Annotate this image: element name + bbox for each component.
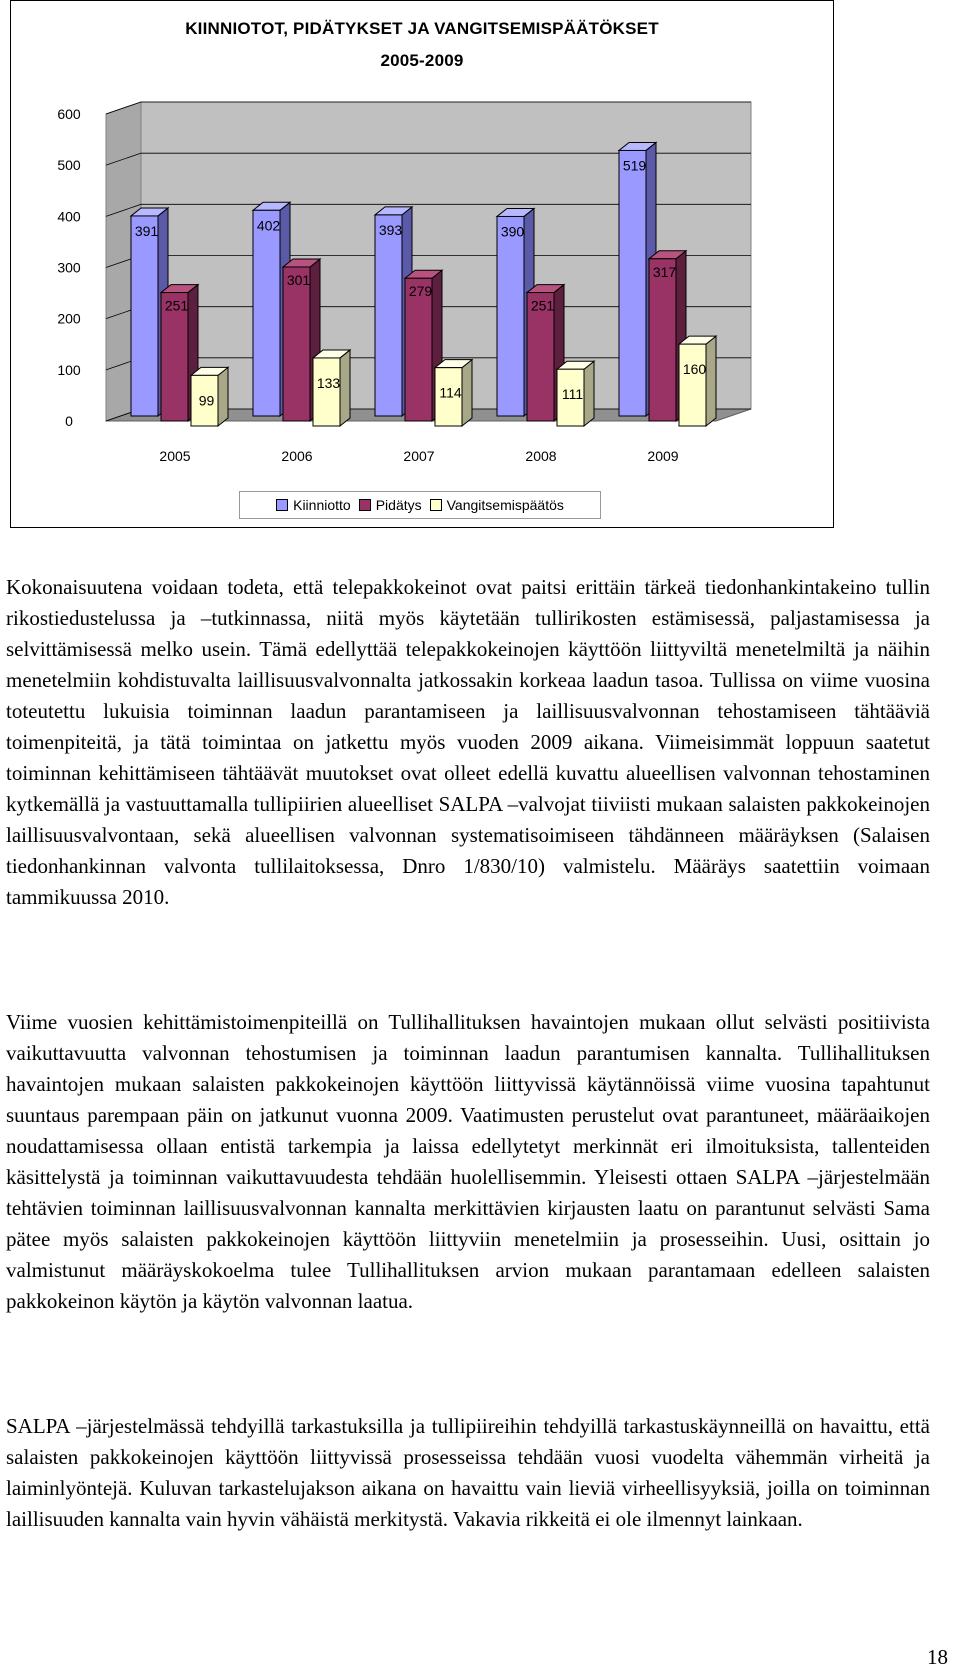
bar-side: [218, 367, 228, 426]
paragraph-1: Kokonaisuutena voidaan todeta, että telepakkokeinot ovat paitsi erittäin tärkeä tiedonhankintakeino tullin rikostiedustelussa ja –tutkinnassa, niitä myös käytetään tullirikosten estämisessä, paljastamisessa ja selvittämisessä melko usein. Tämä edellyttää telepakkokeinojen käyttöön liittyviltä menetelmiltä ja näihin menetelmiin kohdistuvalta laillisuusvalvonnalta jatkossakin korkeaa laadun tasoa. Tullissa on viime vuosina toteutettu lukuisia toiminnan laadun parantamiseen ja laillisuusvalvonnan tehostamiseen tähtääviä toimenpiteitä, ja tätä toimintaa on jatkettu myös vuoden 2009 aikana. Viimeisimmät loppuun saatetut toiminnan kehittämiseen tähtäävät muutokset ovat olleet edellä kuvattu alueellisen valvonnan tehostaminen kytkemällä ja vastuuttamalla tullipiirien alueelliset SALPA –valvojat tiiviisti mukaan salaisten pakkokeinojen laillisuusvalvontaan, sekä alueellisen valvonnan systematisoimiseen tähdänneen määräyksen (Salaisen tiedonhankinnan valvonta tullilaitoksessa, Dnro 1/830/10) valmistelu. Määräys saatettiin voimaan tammikuussa 2010.: [6, 575, 930, 909]
legend-swatch-kiinniotto: [276, 499, 288, 511]
bar: [253, 210, 280, 416]
y-tick-label: 300: [57, 259, 81, 276]
chart-title: KIINNIOTOT, PIDÄTYKSET JA VANGITSEMISPÄÄTÖKSET: [185, 19, 659, 38]
chart-container: [10, 0, 834, 528]
bar: [497, 216, 524, 416]
x-tick-label: 2006: [281, 448, 313, 464]
data-label: 111: [561, 386, 584, 403]
bar: [283, 267, 310, 421]
bar: [375, 215, 402, 416]
y-tick-label: 400: [57, 208, 81, 225]
bar: [313, 358, 340, 426]
bar: [679, 344, 706, 426]
data-label: 251: [530, 297, 555, 314]
bar-chart: [11, 1, 835, 491]
data-label: 519: [622, 157, 647, 174]
legend-item-kiinniotto: [276, 497, 351, 513]
legend-label-pidatys: Pidätys: [375, 497, 422, 513]
y-tick-label: 100: [57, 361, 81, 378]
bar-side: [584, 361, 594, 426]
paragraph-3: SALPA –järjestelmässä tehdyillä tarkastuksilla ja tullipiireihin tehdyillä tarkastuskäynneillä on havaittu, että salaisten pakkokeinojen käyttöön liittyvissä prosesseissa tehdään vuosi vuodelta vähemmän virheitä ja laiminlyöntejä. Kuluvan tarkastelujakson aikana on havaittu vain lieviä virheellisyyksiä, joilla on toiminnan laillisuuden kannalta vain hyvin vähäistä merkitystä. Vakavia rikkeitä ei ole ilmennyt lainkaan.: [6, 1414, 930, 1531]
bar: [131, 216, 158, 416]
bar-side: [462, 360, 472, 426]
page-number: 18: [927, 1645, 948, 1669]
data-label: 133: [316, 374, 341, 391]
paragraph-2: Viime vuosien kehittämistoimenpiteillä on Tullihallituksen havaintojen mukaan ollut selvästi positiivista vaikuttavuutta valvonnan tehostumisen ja toiminnan laadun parantumisen kannalta. Tullihallituksen havaintojen mukaan salaisten pakkokeinojen käyttöön liittyvissä käytännöissä viime vuosina tapahtunut suuntaus parempaan päin on jatkunut vuonna 2009. Vaatimusten perustelut ovat parantuneet, määräaikojen noudattamisessa ollaan entistä tarkempia ja laissa edellytetyt merkinnät eri ilmoituksista, tallenteiden käsittelystä ja toiminnan vaikuttavuudesta tehdään huolellisemmin. Yleisesti ottaen SALPA –järjestelmään tehtävien toiminnan laillisuusvalvonnan kannalta merkittävien kirjausten laatu on parantunut selvästi Sama pätee myös salaisten pakkokeinojen käyttöön liittyviin menetelmiin ja prosesseihin. Uusi, osittain jo valmistunut määräyskokoelma tulee Tullihallituksen arvion mukaan parantamaan edelleen salaisten pakkokeinon käytön ja käytön valvonnan laatua.: [6, 1010, 930, 1313]
x-tick-label: 2009: [647, 448, 679, 464]
data-label: 99: [198, 392, 215, 409]
chart-subtitle: 2005-2009: [380, 51, 464, 70]
data-label: 114: [439, 384, 462, 401]
bar: [649, 259, 676, 421]
data-label: 160: [682, 361, 707, 378]
data-label: 391: [134, 222, 159, 239]
bar-side: [706, 336, 716, 426]
bar: [619, 150, 646, 416]
y-tick-label: 0: [65, 413, 73, 429]
x-tick-label: 2007: [403, 448, 435, 464]
legend-swatch-vangitsemispaatos: [430, 499, 442, 511]
bar: [405, 278, 432, 421]
chart-legend: [239, 491, 601, 519]
y-tick-label: 200: [57, 310, 81, 327]
bar-side: [340, 350, 350, 426]
data-label: 301: [286, 271, 311, 288]
y-tick-label: 600: [57, 106, 81, 122]
data-label: 279: [408, 283, 433, 300]
legend-item-vangitsemispaatos: [430, 497, 564, 513]
x-tick-label: 2008: [525, 448, 557, 464]
legend-label-kiinniotto: Kiinniotto: [293, 497, 351, 513]
data-label: 402: [256, 217, 281, 234]
legend-item-pidatys: [359, 497, 422, 513]
data-label: 390: [500, 223, 525, 240]
x-tick-label: 2005: [159, 448, 191, 464]
y-tick-label: 500: [57, 157, 81, 174]
data-label: 317: [652, 263, 677, 280]
legend-swatch-pidatys: [359, 499, 371, 511]
data-label: 393: [378, 221, 403, 238]
data-label: 251: [164, 297, 189, 314]
legend-label-vangitsemispaatos: Vangitsemispäätös: [446, 497, 564, 513]
